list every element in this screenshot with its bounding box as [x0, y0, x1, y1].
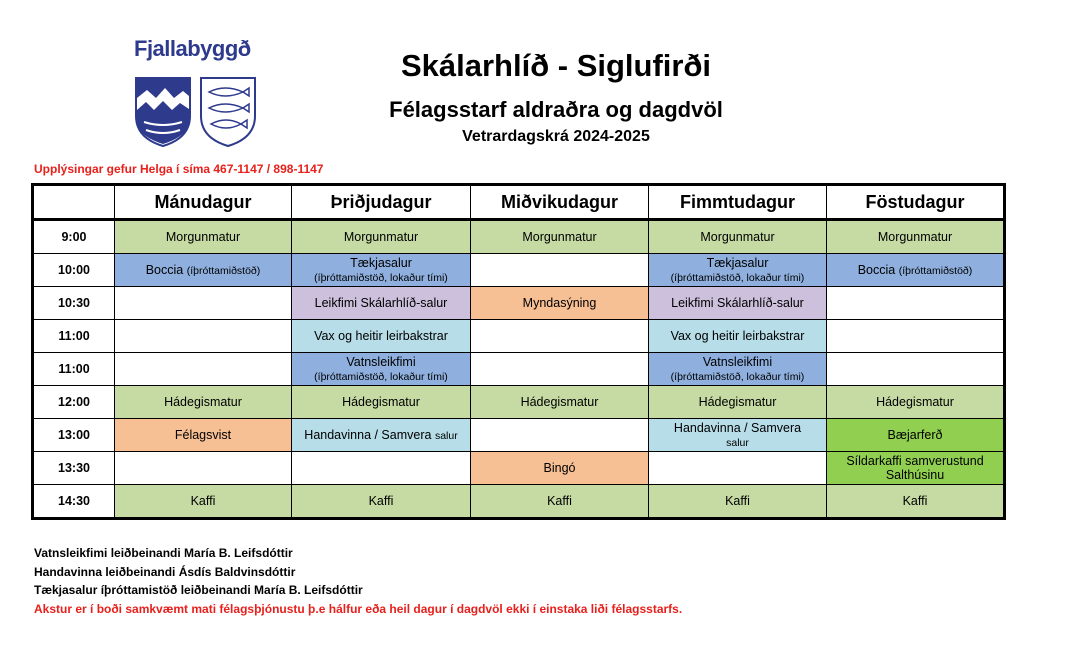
- activity-cell: [471, 485, 649, 519]
- note-line: Tækjasalur íþróttamistöð leiðbeinandi María B. Leifsdóttir: [34, 583, 363, 597]
- time-cell: 13:30: [33, 452, 115, 485]
- activity-cell: [115, 485, 292, 519]
- activity-cell: [471, 320, 649, 353]
- schedule-table: [31, 183, 1006, 520]
- activity-cell: [471, 254, 649, 287]
- activity-cell: [292, 419, 471, 452]
- activity-cell: [827, 254, 1005, 287]
- activity-label: Vax og heitir leirbakstrar: [670, 329, 805, 343]
- activity-cell: [827, 287, 1005, 320]
- day-header: Miðvikudagur: [471, 185, 649, 220]
- activity-cell: [292, 353, 471, 386]
- activity-cell: [649, 485, 827, 519]
- time-cell: 14:30: [33, 485, 115, 519]
- time-cell: 11:00: [33, 320, 115, 353]
- activity-label: Tækjasalur: [350, 255, 412, 270]
- time-cell: 11:00: [33, 353, 115, 386]
- activity-label: Kaffi: [725, 494, 750, 508]
- activity-cell: [649, 287, 827, 320]
- activity-cell: [827, 220, 1005, 254]
- activity-label: Morgunmatur: [877, 230, 953, 244]
- activity-label: Myndasýning: [522, 296, 597, 310]
- activity-label: Boccia: [145, 262, 184, 277]
- transport-notice: Akstur er í boði samkvæmt mati félagsþjónustu þ.e hálfur eða heil dagur í dagdvöl ekki í einstaka liði félagsstarfs.: [34, 601, 683, 616]
- time-cell: 12:00: [33, 386, 115, 419]
- activity-label: Tækjasalur: [706, 255, 769, 270]
- activity-label: Morgunmatur: [700, 230, 775, 244]
- activity-label: Hádegismatur: [698, 395, 777, 409]
- activity-location: (íþróttamiðstöð, lokaður tími): [670, 271, 805, 284]
- contact-info: Upplýsingar gefur Helga í síma 467-1147 / 898-1147: [34, 162, 324, 176]
- activity-label: Hádegismatur: [342, 395, 420, 409]
- activity-label: Morgunmatur: [165, 230, 241, 244]
- day-header: Þriðjudagur: [292, 185, 471, 220]
- activity-cell: [115, 287, 292, 320]
- time-cell: 13:00: [33, 419, 115, 452]
- day-header: Föstudagur: [827, 185, 1005, 220]
- activity-cell: [649, 386, 827, 419]
- activity-location: salur: [434, 429, 458, 442]
- table-row: [33, 419, 1005, 452]
- table-row: [33, 386, 1005, 419]
- activity-cell: [471, 386, 649, 419]
- activity-location: (íþróttamiðstöð, lokaður tími): [670, 370, 805, 383]
- activity-location: Salthúsinu: [885, 468, 945, 482]
- activity-label: Kaffi: [547, 494, 572, 508]
- header-row: [33, 185, 1005, 220]
- activity-cell: [292, 452, 471, 485]
- activity-label: Félagsvist: [174, 428, 232, 442]
- activity-label: Síldarkaffi samverustund: [846, 454, 984, 468]
- activity-label: Hádegismatur: [520, 395, 599, 409]
- activity-label: Handavinna / Samvera: [304, 427, 432, 442]
- page-subtitle: Félagsstarf aldraðra og dagdvöl: [389, 97, 723, 122]
- activity-label: Morgunmatur: [522, 230, 597, 244]
- time-cell: 9:00: [33, 220, 115, 254]
- corner-cell: [33, 185, 115, 220]
- activity-label: Kaffi: [902, 494, 928, 508]
- day-header: Fimmtudagur: [649, 185, 827, 220]
- activity-location: (íþróttamiðstöð, lokaður tími): [314, 370, 448, 383]
- activity-cell: [471, 353, 649, 386]
- activity-label: Bingó: [543, 461, 576, 475]
- activity-cell: [827, 452, 1005, 485]
- activity-cell: [115, 386, 292, 419]
- activity-location: (íþróttamiðstöð): [186, 264, 261, 277]
- day-header: Mánudagur: [115, 185, 292, 220]
- activity-cell: [115, 320, 292, 353]
- activity-cell: [649, 220, 827, 254]
- coat-of-arms-right-icon: [199, 76, 257, 148]
- activity-cell: [827, 386, 1005, 419]
- activity-label: Bæjarferð: [887, 428, 943, 442]
- table-row: [33, 220, 1005, 254]
- activity-label: Vatnsleikfimi: [702, 354, 773, 369]
- activity-cell: [471, 287, 649, 320]
- activity-location: salur: [726, 436, 749, 449]
- notes: [34, 546, 682, 620]
- note-line: Handavinna leiðbeinandi Ásdís Baldvinsdóttir: [34, 564, 296, 579]
- activity-label: Leikfimi Skálarhlíð-salur: [671, 296, 804, 310]
- activity-label: Vatnsleikfimi: [346, 354, 416, 369]
- activity-cell: [649, 320, 827, 353]
- activity-cell: [115, 452, 292, 485]
- activity-cell: [649, 353, 827, 386]
- activity-cell: [827, 419, 1005, 452]
- activity-label: Handavinna / Samvera: [673, 420, 802, 435]
- page-title: Skálarhlíð - Siglufirði: [400, 48, 712, 83]
- activity-label: Hádegismatur: [876, 395, 954, 409]
- activity-location: (íþróttamiðstöð, lokaður tími): [314, 271, 448, 284]
- activity-cell: [115, 353, 292, 386]
- activity-cell: [292, 254, 471, 287]
- activity-location: (íþróttamiðstöð): [898, 264, 973, 277]
- activity-cell: [649, 452, 827, 485]
- activity-label: Morgunmatur: [343, 230, 419, 244]
- activity-cell: [115, 419, 292, 452]
- time-cell: 10:00: [33, 254, 115, 287]
- schedule-period: Vetrardagskrá 2024-2025: [462, 128, 650, 145]
- activity-cell: [292, 220, 471, 254]
- activity-label: Leikfimi Skálarhlíð-salur: [314, 296, 448, 310]
- time-cell: 10:30: [33, 287, 115, 320]
- activity-cell: [115, 254, 292, 287]
- logo-wordmark: Fjallabyggð: [134, 36, 251, 61]
- table-row: [33, 287, 1005, 320]
- activity-cell: [292, 485, 471, 519]
- table-row: [33, 485, 1005, 519]
- activity-label: Hádegismatur: [164, 395, 242, 409]
- activity-cell: [827, 353, 1005, 386]
- activity-cell: [827, 485, 1005, 519]
- activity-cell: [471, 419, 649, 452]
- activity-cell: [471, 220, 649, 254]
- activity-cell: [292, 386, 471, 419]
- table-row: [33, 254, 1005, 287]
- activity-label: Kaffi: [368, 494, 394, 508]
- activity-label: Boccia: [857, 262, 896, 277]
- activity-label: Kaffi: [190, 494, 216, 508]
- note-line: Vatnsleikfimi leiðbeinandi María B. Leifsdóttir: [34, 546, 293, 560]
- activity-label: Vax og heitir leirbakstrar: [314, 329, 448, 343]
- activity-cell: [115, 220, 292, 254]
- activity-cell: [292, 320, 471, 353]
- table-row: [33, 353, 1005, 386]
- table-row: [33, 320, 1005, 353]
- table-row: [33, 452, 1005, 485]
- activity-cell: [827, 320, 1005, 353]
- activity-cell: [649, 419, 827, 452]
- activity-cell: [292, 287, 471, 320]
- activity-cell: [649, 254, 827, 287]
- coat-of-arms-left-icon: [134, 76, 192, 148]
- activity-cell: [471, 452, 649, 485]
